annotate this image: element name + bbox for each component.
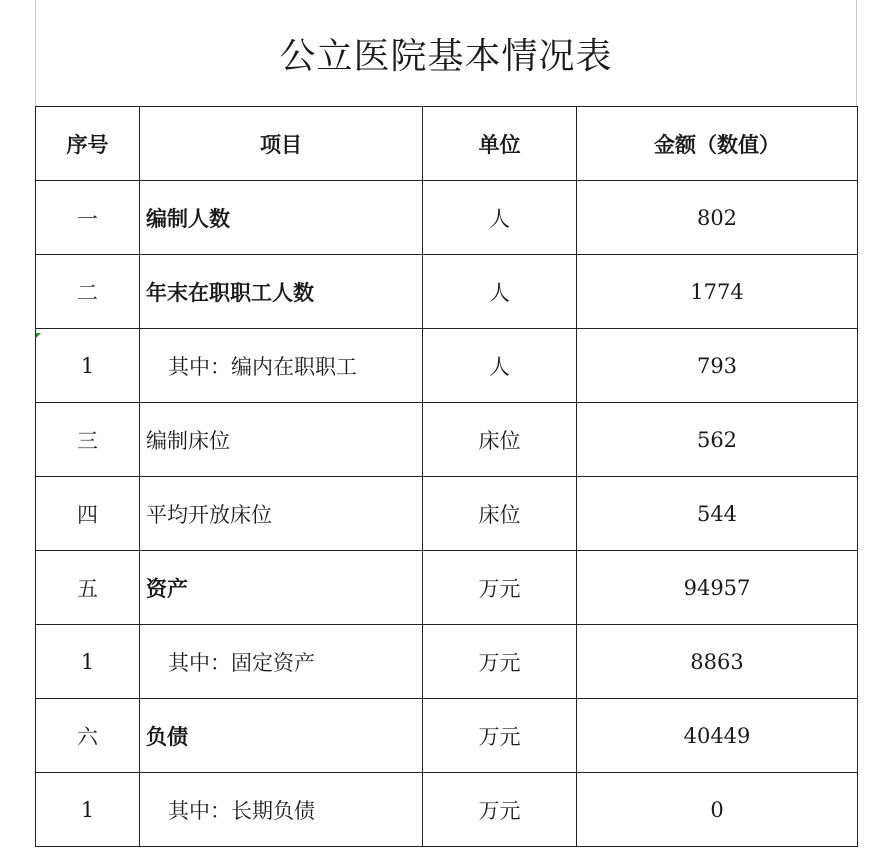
table-row <box>36 255 858 329</box>
table-row <box>36 403 858 477</box>
cell-no[interactable]: 三 <box>36 403 140 477</box>
cell-amount[interactable]: 802 <box>577 181 858 255</box>
cell-amount[interactable]: 40449 <box>577 699 858 773</box>
cell-item[interactable]: 其中：编内在职职工 <box>140 329 423 403</box>
cell-amount[interactable]: 793 <box>577 329 858 403</box>
cell-unit[interactable]: 人 <box>423 255 577 329</box>
table-row <box>36 773 858 847</box>
page-title: 公立医院基本情况表 <box>279 35 613 77</box>
cell-unit[interactable]: 万元 <box>423 699 577 773</box>
cell-amount[interactable]: 94957 <box>577 551 858 625</box>
cell-unit[interactable]: 人 <box>423 181 577 255</box>
cell-no[interactable]: 六 <box>36 699 140 773</box>
header-unit[interactable]: 单位 <box>423 107 577 181</box>
table-row <box>36 329 858 403</box>
cell-item[interactable]: 编制人数 <box>140 181 423 255</box>
title-cell[interactable] <box>35 0 857 106</box>
cell-amount[interactable]: 1774 <box>577 255 858 329</box>
cell-no[interactable]: 1 <box>36 773 140 847</box>
cell-item[interactable]: 其中：固定资产 <box>140 625 423 699</box>
cell-item[interactable]: 平均开放床位 <box>140 477 423 551</box>
cell-item[interactable]: 负债 <box>140 699 423 773</box>
cell-no[interactable]: 一 <box>36 181 140 255</box>
table-row <box>36 477 858 551</box>
table-row <box>36 551 858 625</box>
cell-no[interactable]: 1 <box>36 625 140 699</box>
cell-unit[interactable]: 万元 <box>423 625 577 699</box>
cell-unit[interactable]: 万元 <box>423 551 577 625</box>
header-item[interactable]: 项目 <box>140 107 423 181</box>
cell-item[interactable]: 编制床位 <box>140 403 423 477</box>
cell-item[interactable]: 资产 <box>140 551 423 625</box>
table-row <box>36 699 858 773</box>
table-row <box>36 181 858 255</box>
cell-no[interactable]: 五 <box>36 551 140 625</box>
cell-no[interactable]: 二 <box>36 255 140 329</box>
cell-no[interactable]: 1 <box>36 329 140 403</box>
header-amount[interactable]: 金额（数值） <box>577 107 858 181</box>
cell-amount[interactable]: 0 <box>577 773 858 847</box>
cell-amount[interactable]: 8863 <box>577 625 858 699</box>
cell-unit[interactable]: 床位 <box>423 403 577 477</box>
hospital-info-table <box>35 106 858 847</box>
cell-no[interactable]: 四 <box>36 477 140 551</box>
cell-amount[interactable]: 562 <box>577 403 858 477</box>
cell-unit[interactable]: 人 <box>423 329 577 403</box>
cell-amount[interactable]: 544 <box>577 477 858 551</box>
cell-item[interactable]: 其中：长期负债 <box>140 773 423 847</box>
cell-unit[interactable]: 万元 <box>423 773 577 847</box>
cell-unit[interactable]: 床位 <box>423 477 577 551</box>
table-header-row <box>36 107 858 181</box>
header-no[interactable]: 序号 <box>36 107 140 181</box>
table-row <box>36 625 858 699</box>
cell-item[interactable]: 年末在职职工人数 <box>140 255 423 329</box>
